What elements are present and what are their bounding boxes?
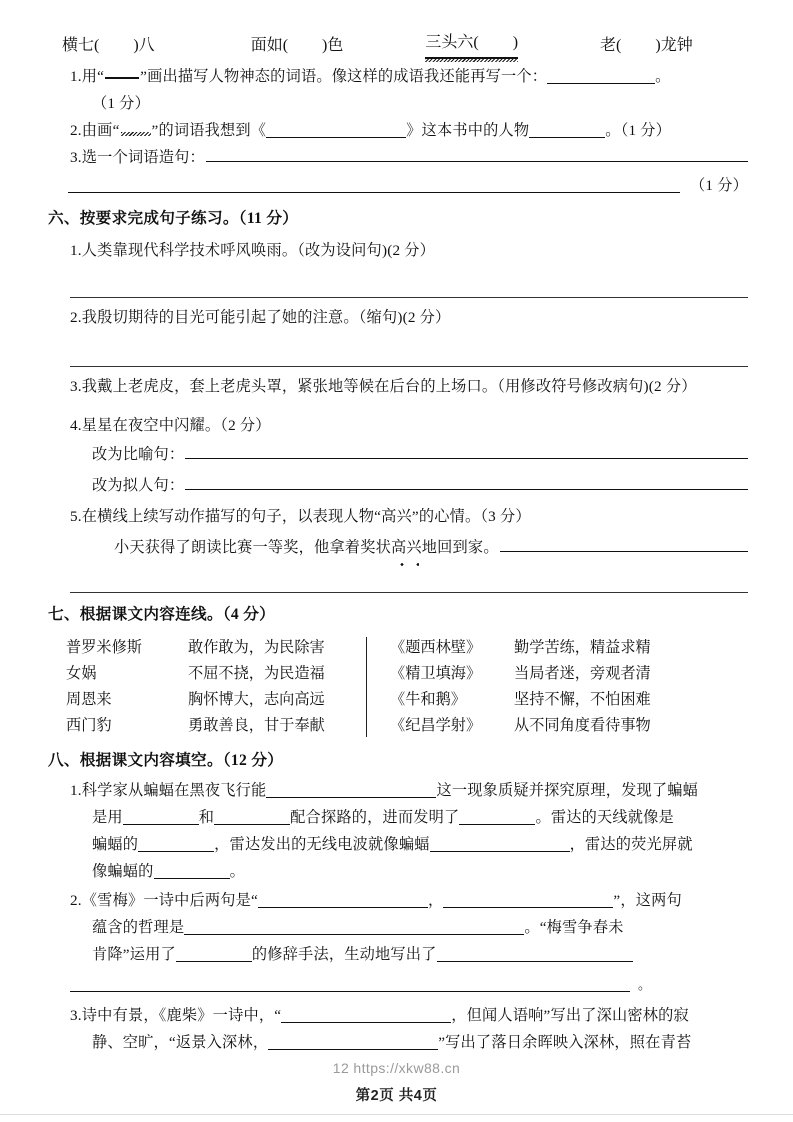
q3-pre: 选一个词语造句： (81, 149, 205, 166)
section-six-q4-sub2 (48, 472, 748, 499)
q3-answer-line-2[interactable] (68, 175, 680, 193)
section-eight-q2-line2 (48, 914, 748, 941)
s8-q1-p2: 这一现象质疑并探究原理，发现了蝙蝠 (436, 782, 699, 799)
s8-q1-p4: 和 (198, 809, 215, 826)
idiom-question-1 (48, 63, 748, 90)
s6-q2-text: 我殷切期待的目光可能引起了她的注意。（缩句)(2 分） (81, 309, 451, 326)
s6-q4-sub2-label: 改为拟人句： (92, 477, 185, 494)
match-item[interactable]: 普罗米修斯 (66, 639, 142, 656)
idiom-4-text: 老( (600, 37, 622, 54)
q3-number: 3. (70, 149, 82, 166)
q1-post: ”画出描写人物神态的词语。像这样的成语我还能再写一个： (140, 68, 548, 85)
s8-q1-p3: 是用 (92, 809, 123, 826)
idiom-item-4 (600, 33, 693, 59)
s8-q2-blank-5[interactable] (437, 944, 633, 962)
section-six-q5 (48, 503, 748, 530)
s8-q3-blank-1[interactable] (281, 1005, 451, 1023)
s6-q5-sentence-a: 小天获得了朗读比赛一等奖，他拿着奖状 (114, 539, 391, 556)
section-eight-q3-line2 (48, 1029, 748, 1056)
match-item[interactable]: 《牛和鹅》 (390, 691, 466, 708)
s6-q5-line[interactable] (500, 535, 748, 552)
s8-q2-p2: ， (428, 892, 444, 909)
section-six-q2-answer[interactable] (48, 331, 748, 373)
s6-q4-text: 星星在夜空中闪耀。（2 分） (81, 417, 271, 434)
section-eight-q2-line4 (48, 968, 748, 1000)
s8-q2-p5: 。“梅雪争春未 (524, 919, 624, 936)
s8-q1-p9: ，雷达的荧光屏就 (569, 836, 693, 853)
q1-pre: 用“ (81, 68, 105, 85)
s8-q1-blank-7[interactable] (154, 861, 230, 879)
answer-rule[interactable] (70, 366, 748, 367)
q2-number: 2. (70, 122, 82, 139)
s8-q1-number: 1. (70, 782, 82, 799)
match-item[interactable]: 坚持不懈，不怕困难 (514, 691, 651, 708)
s8-q1-blank-1[interactable] (266, 780, 436, 798)
s8-q2-blank-6[interactable] (70, 974, 630, 992)
section-six-q3 (48, 373, 748, 400)
section-six-q4-sub1 (48, 441, 748, 468)
section-seven-title: 七、根据课文内容连线。（4 分） (48, 606, 276, 623)
s8-q2-blank-3[interactable] (184, 917, 524, 935)
match-item[interactable]: 不屈不挠，为民造福 (188, 665, 325, 682)
matching-column-3 (368, 635, 514, 739)
q1-end: 。 (655, 68, 671, 85)
q2-pre: 由画“ (81, 122, 120, 139)
q2-character-blank[interactable] (529, 120, 605, 138)
q2-mid: 》这本书中的人物 (406, 122, 530, 139)
s6-q4-sub1-line[interactable] (185, 442, 748, 459)
section-six-q4 (48, 412, 748, 439)
s8-q1-blank-5[interactable] (138, 834, 214, 852)
idiom-1-text: 横七( (62, 37, 100, 54)
idiom-question-2 (48, 117, 748, 144)
s6-q5-sentence-b: 地回到家。 (421, 539, 499, 556)
s8-q1-p7: 蝙蝠的 (92, 836, 139, 853)
s8-q1-blank-2[interactable] (123, 807, 199, 825)
page-content (48, 30, 748, 1056)
section-eight-title: 八、根据课文内容填空。（12 分） (48, 752, 284, 769)
idiom-question-3-line2 (48, 171, 748, 201)
matching-column-4 (514, 635, 714, 739)
s8-q2-number: 2. (70, 892, 82, 909)
idiom-3-tail: ) (512, 34, 519, 51)
s8-q2-blank-4[interactable] (176, 944, 252, 962)
s8-q2-p1: 《雪梅》一诗中后两句是“ (81, 892, 259, 909)
s6-q1-number: 1. (70, 242, 82, 259)
s6-q5-number: 5. (70, 508, 82, 525)
section-eight-q2-line1 (48, 887, 748, 914)
match-item[interactable]: 胸怀博大，志向高远 (188, 691, 325, 708)
s8-q1-blank-3[interactable] (214, 807, 290, 825)
match-item[interactable]: 当局者迷，旁观者清 (514, 665, 651, 682)
s8-q1-p1: 科学家从蝙蝠在黑夜飞行能 (81, 782, 267, 799)
s8-q2-p7: 的修辞手法，生动地写出了 (251, 946, 437, 963)
answer-rule[interactable] (70, 297, 748, 298)
s8-q1-blank-6[interactable] (430, 834, 570, 852)
watermark: 12 https://xkw88.cn (332, 1060, 461, 1076)
q2-end: 。 (605, 122, 621, 139)
s8-q1-p10: 像蝙蝠的 (92, 863, 154, 880)
idiom-item-2 (251, 33, 344, 59)
section-eight-q1-line4 (48, 858, 748, 885)
s8-q3-p4: ”写出了落日余晖映入深林，照在青苔 (438, 1034, 692, 1051)
idiom-3-text: 三头六( (425, 34, 479, 51)
match-item[interactable]: 《纪昌学射》 (390, 717, 482, 734)
s6-q2-number: 2. (70, 309, 82, 326)
s8-q3-p1: 诗中有景，《鹿柴》一诗中，“ (81, 1007, 282, 1024)
idiom-item-1 (62, 33, 155, 59)
wavy-underline-mark-icon (121, 126, 151, 136)
matching-divider (366, 637, 367, 737)
matching-exercise[interactable] (48, 635, 748, 739)
section-six-q5-answer[interactable] (48, 561, 748, 599)
s8-q1-p6: 。雷达的天线就像是 (535, 809, 674, 826)
s6-q3-number: 3. (70, 378, 82, 395)
q1-number: 1. (70, 68, 82, 85)
idiom-fill-row (48, 30, 748, 59)
bottom-divider (0, 1114, 793, 1115)
match-item[interactable]: 西门豹 (66, 717, 112, 734)
match-item[interactable]: 勇敢善良，甘于奉献 (188, 717, 325, 734)
s8-q3-blank-2[interactable] (268, 1032, 438, 1050)
answer-rule[interactable] (70, 592, 748, 593)
page-number: 第2页 共4页 (355, 1088, 438, 1104)
idiom-2-tail: )色 (322, 37, 344, 54)
s8-q1-p11: 。 (229, 863, 245, 880)
idiom-1-tail: )八 (133, 37, 155, 54)
match-item[interactable]: 周恩来 (66, 691, 112, 708)
idiom-2-text: 面如( (250, 37, 289, 54)
s8-q2-p8: 。 (638, 977, 652, 992)
s8-q3-p2: ，但闻人语响”写出了深山密林的寂 (451, 1007, 689, 1024)
q3-answer-line[interactable] (206, 145, 748, 162)
section-eight-q1-line2 (48, 804, 748, 831)
idiom-item-3 (425, 30, 518, 59)
match-item[interactable]: 勤学苦练，精益求精 (514, 639, 651, 656)
q2-book-blank[interactable] (266, 120, 406, 138)
section-six-title: 六、按要求完成句子练习。（11 分） (48, 210, 299, 227)
s6-q1-text: 人类靠现代科学技术呼风唤雨。（改为设问句)(2 分） (81, 242, 436, 259)
q2-post: ”的词语我想到《 (151, 122, 267, 139)
match-item[interactable]: 《精卫填海》 (390, 665, 482, 682)
match-item[interactable]: 女娲 (66, 665, 97, 682)
section-six-q2 (48, 304, 748, 331)
s8-q3-number: 3. (70, 1007, 82, 1024)
s6-q4-number: 4. (70, 417, 82, 434)
straight-underline-mark-icon (105, 77, 139, 79)
idiom-question-3 (48, 144, 748, 171)
q3-score: （1 分） (690, 177, 748, 194)
q1-answer-blank[interactable] (547, 66, 655, 84)
s8-q2-blank-1[interactable] (258, 890, 428, 908)
s8-q2-blank-2[interactable] (443, 890, 613, 908)
s8-q1-p8: ，雷达发出的无线电波就像蝙蝠 (214, 836, 430, 853)
q2-score: （1 分） (620, 122, 672, 139)
s8-q1-p5: 配合探路的，进而发明了 (290, 809, 460, 826)
s6-q3-text: 我戴上老虎皮，套上老虎头罩，紧张地等候在后台的上场口。（用修改符号修改病句)(2 分） (81, 378, 697, 395)
section-eight-q1-line1 (48, 777, 748, 804)
match-item[interactable]: 《题西林壁》 (390, 639, 482, 656)
idiom-question-1-score: （1 分） (92, 95, 150, 112)
match-item[interactable]: 从不同角度看待事物 (514, 717, 651, 734)
s8-q1-blank-4[interactable] (459, 807, 535, 825)
s8-q2-p4: 蕴含的哲理是 (92, 919, 185, 936)
idiom-4-tail: )龙钟 (655, 37, 693, 54)
section-eight-q2-line3 (48, 941, 748, 968)
section-eight-q1-line3 (48, 831, 748, 858)
matching-column-1 (66, 635, 188, 739)
s8-q2-p3: ”，这两句 (613, 892, 682, 909)
section-six-q1 (48, 237, 748, 264)
section-eight-q3-line1 (48, 1002, 748, 1029)
match-item[interactable]: 敢作敢为，为民除害 (188, 639, 325, 656)
section-six-q1-answer[interactable] (48, 264, 748, 304)
s8-q2-p6: 肯降”运用了 (92, 946, 176, 963)
s6-q5-text: 在横线上续写动作描写的句子，以表现人物“高兴”的心情。（3 分） (81, 508, 531, 525)
s6-q4-sub1-label: 改为比喻句： (92, 446, 185, 463)
s6-q4-sub2-line[interactable] (185, 473, 748, 490)
matching-column-2 (188, 635, 368, 739)
s8-q3-p3: 静、空旷，“返景入深林， (92, 1034, 269, 1051)
s6-q5-emphasis: 高兴 (391, 534, 422, 561)
section-six-q5-sentence (48, 534, 748, 561)
